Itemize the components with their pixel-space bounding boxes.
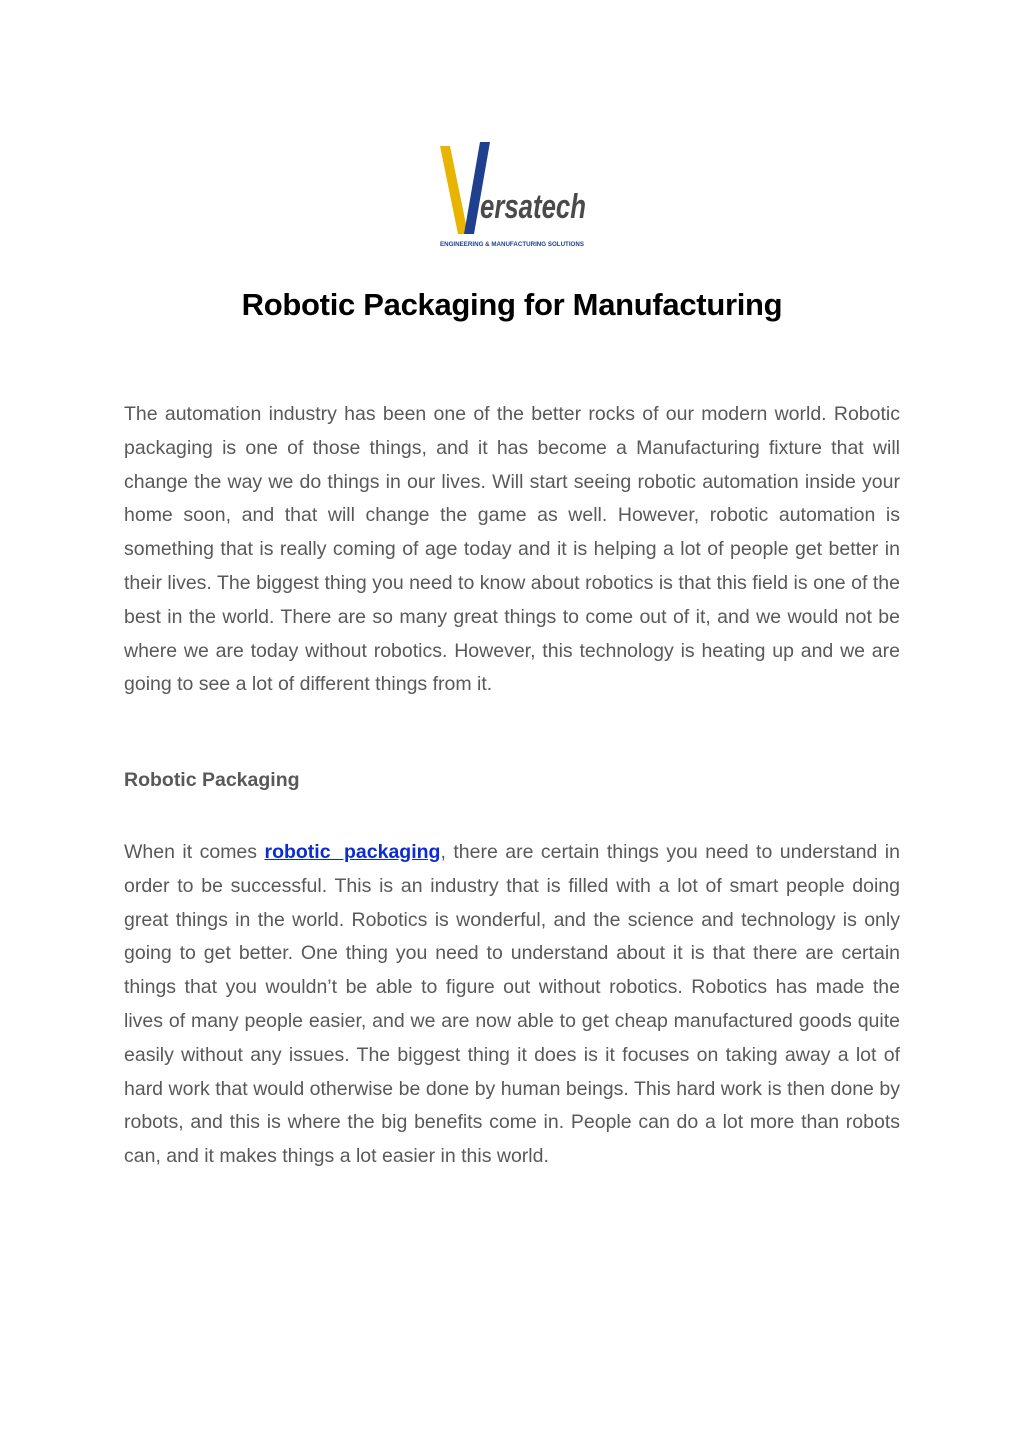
paragraph-text-before-link: When it comes	[124, 841, 265, 863]
intro-paragraph: The automation industry has been one of the better rocks of our modern world. Robotic packaging is one of those things, and it has become a Manufacturing fixture that will change the way we do things in our lives. Will start seeing robotic automation inside your home soon, and that will change the game as well. However, robotic automation is something that is really coming of age today and it is helping a lot of people get better in their lives. The biggest thing you need to know about robotics is that this field is one of the best in the world. There are so many great things to come out of it, and we would not be where we are today without robotics. However, this technology is heating up and we are going to see a lot of different things from it.	[124, 403, 900, 696]
page-title: Robotic Packaging for Manufacturing	[241, 287, 783, 322]
paragraph-text-after-link: , there are certain things you need to understand in order to be successful. This is an industry that is filled with a lot of smart people doing great things in the world. Robotics is wonderful, and the science and technology is only going to get better. One thing you need to understand about it is that there are certain things that you wouldn’t be able to figure out without robotics. Robotics has made the lives of many people easier, and we are now able to get cheap manufactured goods quite easily without any issues. The biggest thing it does is it focuses on taking away a lot of hard work that would otherwise be done by human beings. This hard work is then done by robots, and this is where the big benefits come in. People can do a lot more than robots can, and it makes things a lot easier in this world.	[124, 841, 900, 1168]
versatech-logo-graphic	[436, 142, 588, 250]
logo-v-gold-stroke	[440, 146, 468, 234]
logo-wordmark: ersatech	[480, 188, 586, 226]
versatech-logo	[436, 142, 588, 250]
robotic-packaging-link[interactable]: robotic packaging	[264, 841, 441, 863]
logo-tagline: ENGINEERING & MANUFACTURING SOLUTIONS	[440, 241, 585, 248]
section-heading: Robotic Packaging	[124, 769, 300, 791]
second-paragraph	[124, 836, 900, 1174]
